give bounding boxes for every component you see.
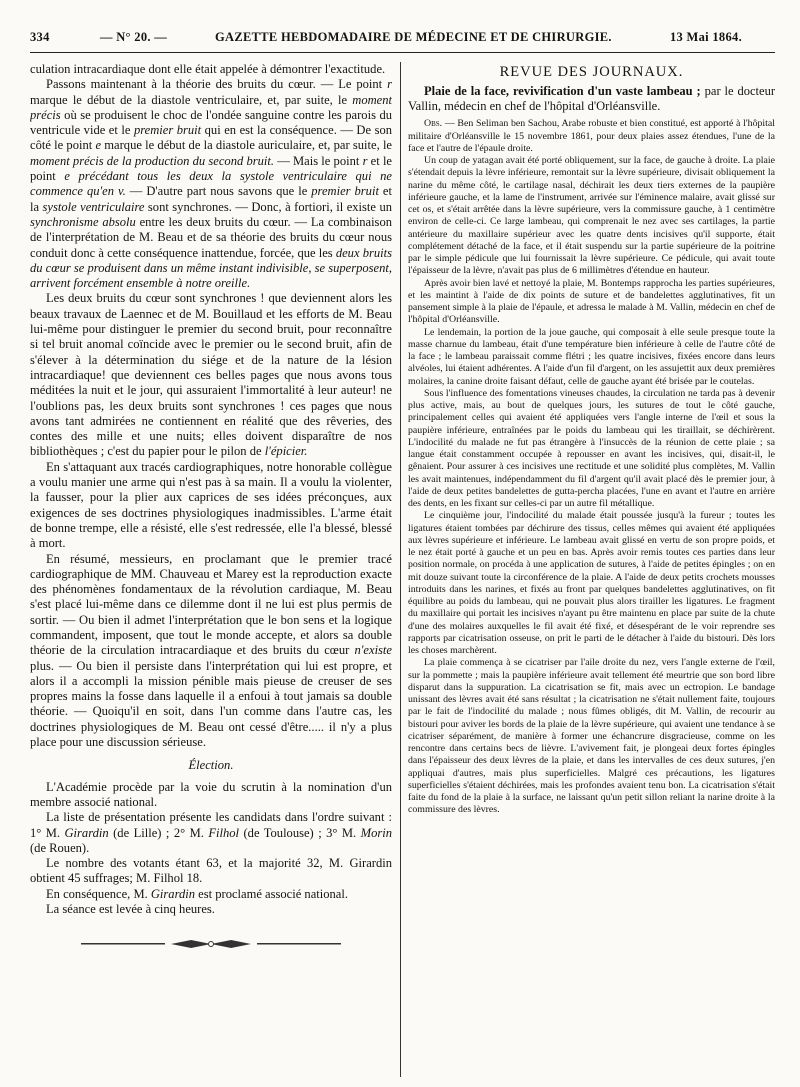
paragraph: Le lendemain, la portion de la joue gauche, qui composait à elle seule presque toute la masse charnue du lambeau, était d'une température bien inférieure à celle de l'autre côté de la face ; le lambeau paraissait comme flétri ; les quatre incisives, fixées encore dans leurs alvéoles, lui étaient adhérentes. A l'aide d'un fil d'argent, on les assujettit aux deux premières molaires, la canine droite faisant défaut, celle de gauche ayant été brisée par le coutelas. <box>408 326 775 387</box>
issue-number: — N° 20. — <box>100 30 168 44</box>
journal-title: GAZETTE HEBDOMADAIRE DE MÉDECINE ET DE CHIRURGIE. <box>215 30 612 44</box>
issue-date: 13 Mai 1864. <box>670 30 742 44</box>
left-column <box>30 62 392 1077</box>
paragraph: En résumé, messieurs, en proclamant que le premier tracé cardiographique de MM. Chauveau et Marey est la reproduction exacte des phénomènes fondamentaux de la révolution cardiaque, M. Beau s'est placé lui-même dans ce dilemme dont il ne lui est plus permis de sortir. — Ou bien il admet l'interprétation que le bon sens et la logique commandent, imposent, que tout le monde accepte, et alors sa double théorie de la circulation intracardiaque et des bruits du cœur n'existe plus. — Ou bien il persiste dans l'interprétation qui lui est propre, et alors il a accompli la mission pénible mais pieuse de creuser de ses propres mains la fosse dans laquelle il a enfoui à tout jamais sa double théorie. — Quoiqu'il en soit, dans l'un comme dans l'autre cas, les doctrines physiologiques de M. Beau ont cessé d'être..... il n'y a plus place pour une discussion sérieuse. <box>30 551 392 750</box>
page-number: 334 <box>30 30 50 44</box>
paragraph: La plaie commença à se cicatriser par l'aile droite du nez, vers l'angle externe de l'œil, sur la pommette ; mais la paupière inférieure avait tellement été meurtrie que son bord libre disparut dans la suppuration. La cicatrisation se fit, mais avec un ectropion. Le bandage unissant des lèvres avait été sans résultat ; la cicatrisation ne s'était nullement faite, toujours par le fait de l'indocilité du malade ; nous fûmes obligés, dit M. Vallin, de recourir au bistouri pour aviver les bords de la plaie de la lèvre supérieure, qui avaient une tendance à se cicatriser séparément, de manière à former une échancrure disgracieuse, comme on les rencontre dans certains becs de lièvre. L'avivement fait, je plongeai deux fortes épingles dans l'épaisseur des deux lèvres de la plaie, et dans les intervalles de ces deux sutures, j'en appliquai d'autres, mais plus superficielles. Malgré ces précautions, les ligatures superficielles s'étaient déchirées, mais les profondes avaient tenu bon. La cicatrisation s'était faite du fond de la plaie à la surface, ne laissant qu'un petit sillon reliant la narine droite à la commissure des lèvres. <box>408 657 775 816</box>
article-title: Plaie de la face, revivification d'un vaste lambeau ; par le docteur Vallin, médecin en chef de l'hôpital d'Orléansville. <box>408 84 775 113</box>
ornament-divider <box>81 937 341 951</box>
paragraph: Le cinquième jour, l'indocilité du malade était poussée jusqu'à la fureur ; toutes les ligatures étaient tombées par déchirure des tissus, celles mêmes qui avaient été appliquées aux lèvres supérieure et inférieure. Le lambeau avait glissé en vertu de son propre poids, et le nez était porté à gauche et un peu en bas. Après avoir remis toutes ces parties dans leur position normale, on procéda à une application de sutures, à l'aide de petites épingles ; on en mit douze suivant toute la circonférence de la plaie. A l'aide de deux petits crochets mousses introduits dans les narines, et fixés au front par quelques bandelettes agglutinatives, on fit équilibre au poids du lambeau, qui ne pouvait plus alors tirailler les ligatures. Le fragment du maxillaire qui portait les incisives n'ayant pu être maintenu en place par suite de la chute d'une des molaires auxquelles le fil avait été fixé, et désespérant de le voir reprendre ses rapports par cicatrisation osseuse, on prit le parti de le détacher à l'aide du bistouri. Dès lors les choses marchèrent. <box>408 510 775 656</box>
paragraph: Obs. — Ben Seliman ben Sachou, Arabe robuste et bien constitué, est apporté à l'hôpital militaire d'Orléansville le 15 novembre 1861, pour deux plaies assez étendues, l'une de la face et l'autre de l'épaule droite. <box>408 118 775 154</box>
paragraph: Passons maintenant à la théorie des bruits du cœur. — Le point r marque le début de la diastole ventriculaire, et, par suite, le moment précis où se produisent le choc de l'ondée sanguine contre les parois du ventricule vide et le premier bruit qui en est la conséquence. — De son côté le point e marque le début de la diastole auriculaire, et, par suite, le moment précis de la production du second bruit. — Mais le point r et le point e précédant tous les deux la systole ventriculaire qui ne commence qu'en v. — D'autre part nous savons que le premier bruit et la systole ventriculaire sont synchrones. — Donc, à fortiori, il existe un synchronisme absolu entre les deux bruits du cœur. — La combinaison de l'interprétation de M. Beau et de sa théorie des bruits du cœur nous conduit donc à cette conséquence inattendue, forcée, que les deux bruits du cœur se produisent dans un même instant indivisible, se superposent, arrivent forcément ensemble à notre oreille. <box>30 77 392 291</box>
paragraph: Sous l'influence des fomentations vineuses chaudes, la circulation ne tarda pas à devenir plus active, mais, au bout de quelques jours, les sutures de tout le côté gauche, principalement celles qui avaient été appliquées vers l'angle interne de l'œil et sous la paupière inférieure, entraînées par le poids du lambeau qui les tiraillait, se déchirèrent. L'indocilité du malade ne fut pas étrangère à l'insuccès de la réunion de cette plaie ; sa langue était constamment occupée à repousser en avant les incisives, qui, disait-il, le gênaient. Pour assurer à ces incisives une rectitude et une solidité plus complètes, M. Vallin les avait maintenues, indépendamment du fil d'argent qu'il avait placé dès le premier jour, à l'aide de deux petites bandelettes de gutta-percha placées, l'une en avant et l'autre en arrière des dents, en les fixant sur celles-ci par un autre fil métallique. <box>408 387 775 509</box>
paragraph: En conséquence, M. Girardin est proclamé associé national. <box>46 886 348 901</box>
section-title: REVUE DES JOURNAUX. <box>499 64 684 80</box>
header-rule <box>30 52 775 53</box>
right-column <box>408 62 775 1077</box>
paragraph: Les deux bruits du cœur sont synchrones ! que deviennent alors les beaux travaux de Laennec et de M. Bouillaud et les efforts de M. Beau lui-même pour distinguer le premier du second bruit, pour reconnaître si tel bruit anomal coïncide avec le premier ou le second bruit, afin de s'élever à la détermination du siége et de la nature de la lésion intracardiaque! que deviennent ces belles pages que nous avons tous méditées la nuit et le jour, qui assuraient l'immortalité à leur auteur! ne l'oublions pas, les deux bruits sont synchrones ! ces pages que nous avons tant admirées ne contiennent en réalité que des rêveries, des contes des mille et une nuits; elles doivent disparaître de nos bibliothèques ; c'est du papier pour le pilon de l'épicier. <box>30 291 392 459</box>
paragraph: Le nombre des votants étant 63, et la majorité 32, M. Girardin obtient 45 suffrages; M. Filhol 18. <box>30 856 392 886</box>
paragraph: L'Académie procède par la voie du scrutin à la nomination d'un membre associé national. <box>30 779 392 809</box>
paragraph: La liste de présentation présente les candidats dans l'ordre suivant : 1° M. Girardin (de Lille) ; 2° M. Filhol (de Toulouse) ; 3° M. Morin (de Rouen). <box>30 810 392 855</box>
column-divider <box>400 62 401 1077</box>
election-heading: Élection. <box>188 758 234 773</box>
paragraph: culation intracardiaque dont elle était appelée à démontrer l'exactitude. <box>30 62 386 76</box>
paragraph: La séance est levée à cinq heures. <box>46 902 215 917</box>
paragraph: Après avoir bien lavé et nettoyé la plaie, M. Bontemps rapprocha les parties supérieures, et les maintint à l'aide de dix points de suture et de bandelettes agglutinatives, fit un pansement simple à la plaie de l'épaule, et adressa le malade à M. Vallin, médecin en chef de l'hôpital d'Orléansville. <box>408 277 775 326</box>
page-header <box>30 30 770 48</box>
paragraph: Un coup de yatagan avait été porté obliquement, sur la face, de gauche à droite. La plaie s'étendait depuis la lèvre inférieure, remontait sur la lèvre supérieure, divisait obliquement la narine du même côté, le cartilage nasal, déchirait les deux tiers externes de la paupière inférieure gauche, et la lame de l'instrument, arrivée sur l'éminence malaire, avait glissé sur cet os, et s'était arrêtée dans la lèvre supérieure, vers la commissure gauche, à 1 centimètre environ de celle-ci. Ce large lambeau, qui comprenait le nez avec ses cartilages, la partie antérieure du maxillaire supérieur avec les quatre dents incisives qu'il supporte, était complétement détaché de la face, et il était suspendu sur la partie supérieure de la poitrine par le simple pédicule que lui fournissait la lèvre supérieure. Ce pédicule, qui avait toute l'épaisseur de la lèvre, n'avait pas plus de 6 millimètres d'étendue en hauteur. <box>408 155 775 277</box>
paragraph: En s'attaquant aux tracés cardiographiques, notre honorable collègue a voulu manier une arme qui n'est pas à sa main. Il a voulu la violenter, la fausser, pour la plier aux caprices de ses idées préconçues, aux exigences de ses doctrines physiologiques inadmissibles. L'arme était de bonne trempe, elle a résisté, elle s'est redressée, elle l'a blessé, blessé à mort. <box>30 459 392 551</box>
